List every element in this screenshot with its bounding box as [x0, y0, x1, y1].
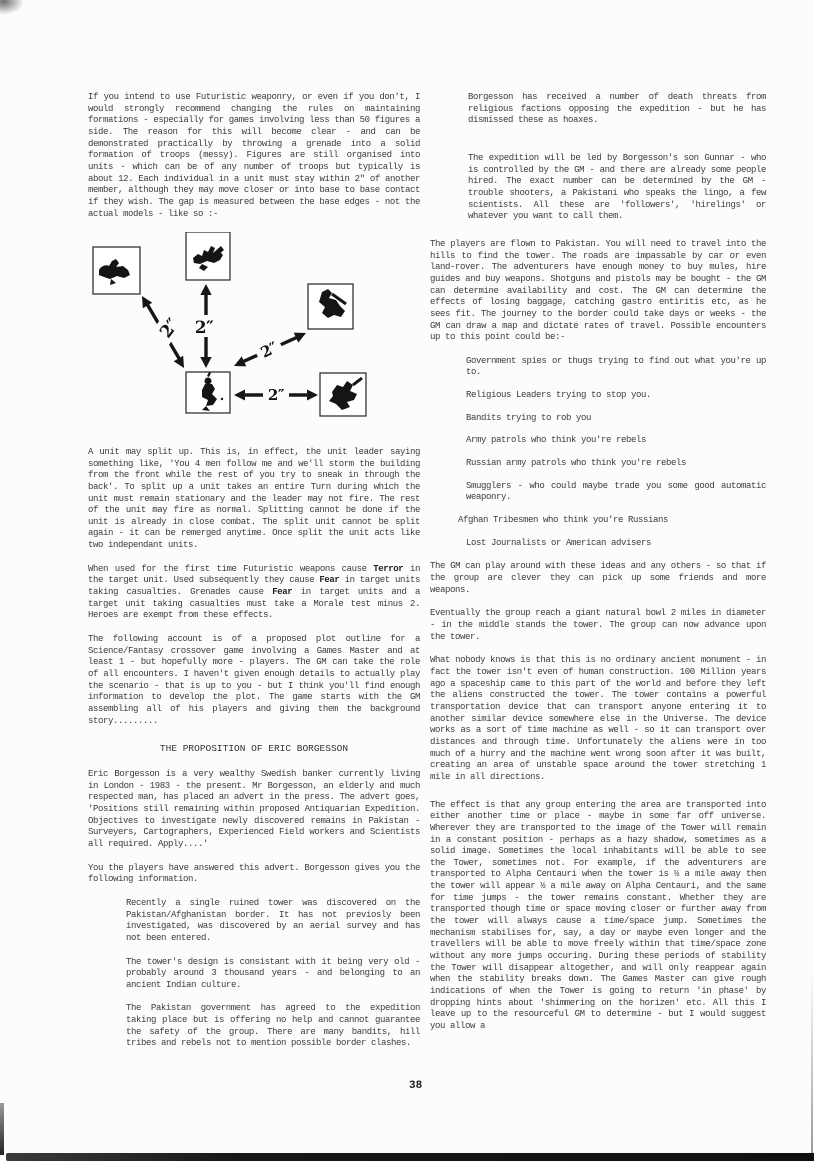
encounter-item: Smugglers - who could maybe trade you some good automatic weaponry.: [466, 480, 766, 503]
encounter-list: [458, 355, 766, 550]
right-column: [430, 92, 766, 1045]
paragraph-terror-fear: [88, 564, 420, 622]
label-2in-upper-right: [252, 335, 284, 364]
svg-text:2″: 2″: [156, 315, 184, 343]
svg-text:2″: 2″: [267, 386, 285, 405]
paragraph-futuristic-weaponry: If you intend to use Futuristic weaponry, or even if you don't, I would strongly recommend changing the rules on maintaining formations - especially for games involving less than 50 figures a side. The reason for this will become clear - and can be demonstrated practically by throwing a grenade into a solid formation of troops (messy). Figures are still organised into units - which can be of any number of troops but typically is about 12. Each individual in a unit must stay within 2" of another member, although they may move closer or into base to base contact if they wish. The gap is measured between the base edges - not the actual models - like so :-: [88, 92, 420, 219]
diagram-svg: [88, 232, 420, 430]
briefing-pakistan-government: The Pakistan government has agreed to the expedition taking place but is offering no help and cannot guarantee the safety of the group. There are many bandits, hill tribes and rebels not to mention possible border clashes.: [126, 1003, 420, 1049]
paragraph-natural-bowl: Eventually the group reach a giant natural bowl 2 miles in diameter - in the middle stands the tower. The group can now advance upon the tower.: [430, 608, 766, 642]
paragraph-eric-borgesson: Eric Borgesson is a very wealthy Swedish banker currently living in London - 1983 - the present. Mr Borgesson, an elderly and much respected man, has placed an advert in the press. The advert goes, 'Positions still remaining within proposed Antiquarian Expedition. Objectives to investigate newly discovered remains in Pakistan - Surveyers, Cartographers, Experienced Field workers and Scientists all required. Apply....': [88, 768, 420, 849]
unit-spacing-diagram: [88, 232, 420, 435]
scan-artifact-left-edge: [0, 1103, 4, 1155]
terror-text-4: in target units and a target unit taking casualties must take a Morale test minus 2. Heroes are exempt from these effects.: [88, 587, 420, 621]
paragraph-flown-to-pakistan: The players are flown to Pakistan. You will need to travel into the hills to find the tower. The roads are impassable by car or even land-rover. The adventurers have enough money to buy mules, hire guides and buy weapons. Shotguns and pistols may be bought - the GM can determine availability and cost. The GM can determine the effects of losing baggage, catching gastro entiritis etc, as he sees fit. The journey to the border could take days or weeks - the GM can draw a map and dictate rates of travel. Possible encounters up to this point could be:-: [430, 238, 766, 343]
svg-text:2″: 2″: [194, 318, 214, 339]
scan-artifact-right-edge: [811, 973, 813, 1153]
terror-text-2: in the target unit. Used subsequently they cause: [88, 563, 420, 586]
paragraph-gm-play-around: The GM can play around with these ideas and any others - so that if the group are clever they can pick up some friends and more weapons.: [430, 561, 766, 595]
encounter-item: Government spies or thugs trying to find out what you're up to.: [466, 355, 766, 378]
encounter-item: Religious Leaders trying to stop you.: [466, 390, 652, 401]
terror-bold: Terror: [373, 563, 404, 574]
briefing-tower-design: The tower's design is consistant with it being very old - probably around 3 thousand years - and belonging to an ancient Indian culture.: [126, 956, 420, 990]
fear-bold-1: Fear: [319, 575, 340, 586]
paragraph-players-answered: You the players have answered this advert. Borgesson gives you the following information.: [88, 862, 420, 885]
encounter-item: Russian army patrols who think you're rebels: [466, 458, 687, 469]
scan-artifact-bottom-bar: [6, 1153, 814, 1161]
terror-text-3: in target units taking casualties. Grenades cause: [88, 575, 420, 598]
scan-artifact-corner: [0, 0, 24, 15]
page-number: 38: [409, 1080, 423, 1092]
terror-text-1: When used for the first time Futuristic weapons cause: [88, 563, 374, 574]
encounter-item: Army patrols who think you're rebels: [466, 435, 647, 446]
figure-bases: [93, 232, 366, 416]
section-heading: THE PROPOSITION OF ERIC BORGESSON: [159, 743, 349, 755]
paragraph-the-effect: The effect is that any group entering the area are transported into either another time or place - maybe in some far off universe. Wherever they are transported to the image of the Tower will remain in a constant position - perhaps as a hazy shadow, sometimes as a solid image. Sometimes the local inhabitants will be able to see the Tower, sometimes not. For example, if the adventurers are transported to Alpha Centauri when the tower is ½ a mile away then the tower will appear ½ a mile away on Alpha Centauri, and the same for time jumps - the tower remains constant. Whether they are transported though time or space moving closer or further away from the tower will always cause a time/space jump. Sometimes the mechanism stabilises for, say, a day or maybe even longer and the travellers will be able to move freely within that time/space zone without any more jumps occuring. During these periods of stability the Tower will disappear altogether, and will only reappear again when the stability breaks down. The Games Master can give rough indications of when the Tower is going to return 'in phase' by dropping hints about 'shimmering on the horizen' etc. All this I leave up to the resourceful GM to determine - but I would suggest you allow a: [430, 799, 766, 1031]
encounter-item: Afghan Tribesmen who think you're Russians: [458, 515, 669, 526]
left-column: [88, 92, 420, 1062]
svg-text:2″: 2″: [257, 338, 281, 362]
paragraph-what-nobody-knows: What nobody knows is that this is no ordinary ancient monument - in fact the tower isn't even of human construction. 100 Million years ago a spaceship came to this part of the world and before they left the aliens constructed the tower. The tower contains a powerful transportation device that can transport anyone entering it to another similar device somewhere else in the Universe. The device works as a sort of time machine as well - so it can transport over distances and through time. Unfortunately the aliens were in too much of a hurry and the machine went wrong soon after it was built, creating an area of unstable space around the tower stretching 1 mile in all directions.: [430, 655, 766, 782]
briefing-expedition-leader: The expedition will be led by Borgesson's son Gunnar - who is controlled by the GM - and there are already some people hired. The exact number can be determined by the GM - trouble shooters, a Pakistani who speaks the lingo, a few scientists. All these are 'followers', 'hirelings' or whatever you want to call them.: [468, 152, 766, 222]
label-2in-right: [263, 384, 289, 404]
paragraph-unit-split: A unit may split up. This is, in effect, the unit leader saying something like, 'You 4 men follow me and we'll storm the building from the front while the rest of you try to sneak in through the back'. To split up a unit takes an entire Turn during which the unit must remain stationary and the leader may not fire. The rest of the unit may fire as normal. Splitting cannot be done if the unit is already in close combat. The split unit cannot be split again - it can be remerged anytime. Once split the unit acts like two independant units.: [88, 446, 420, 551]
fear-bold-2: Fear: [272, 587, 293, 598]
briefing-death-threats: Borgesson has received a number of death threats from religious factions opposing the expedition - but he has dismissed these as hoaxes.: [468, 92, 766, 126]
paragraph-plot-outline: The following account is of a proposed plot outline for a Science/Fantasy crossover game involving a Games Master and at least 1 - but hopefully more - players. The GM can take the role of all encounters. I haven't given enough details to actually play the scenario - that is up to you - but I think you'll find enough information to develop the plot. The game starts with the GM assembling all of his players and giving them the background story.........: [88, 634, 420, 726]
label-2in-topleft: [151, 310, 186, 346]
encounter-item: Bandits trying to rob you: [466, 412, 592, 423]
encounter-item: Lost Journalists or American advisers: [466, 537, 652, 548]
briefing-tower-discovered: Recently a single ruined tower was discovered on the Pakistan/Afghanistan border. It has not previosly been investigated, was discovered by an aerial survey and has not been entered.: [126, 897, 420, 943]
label-2in-topcenter: [190, 315, 218, 338]
